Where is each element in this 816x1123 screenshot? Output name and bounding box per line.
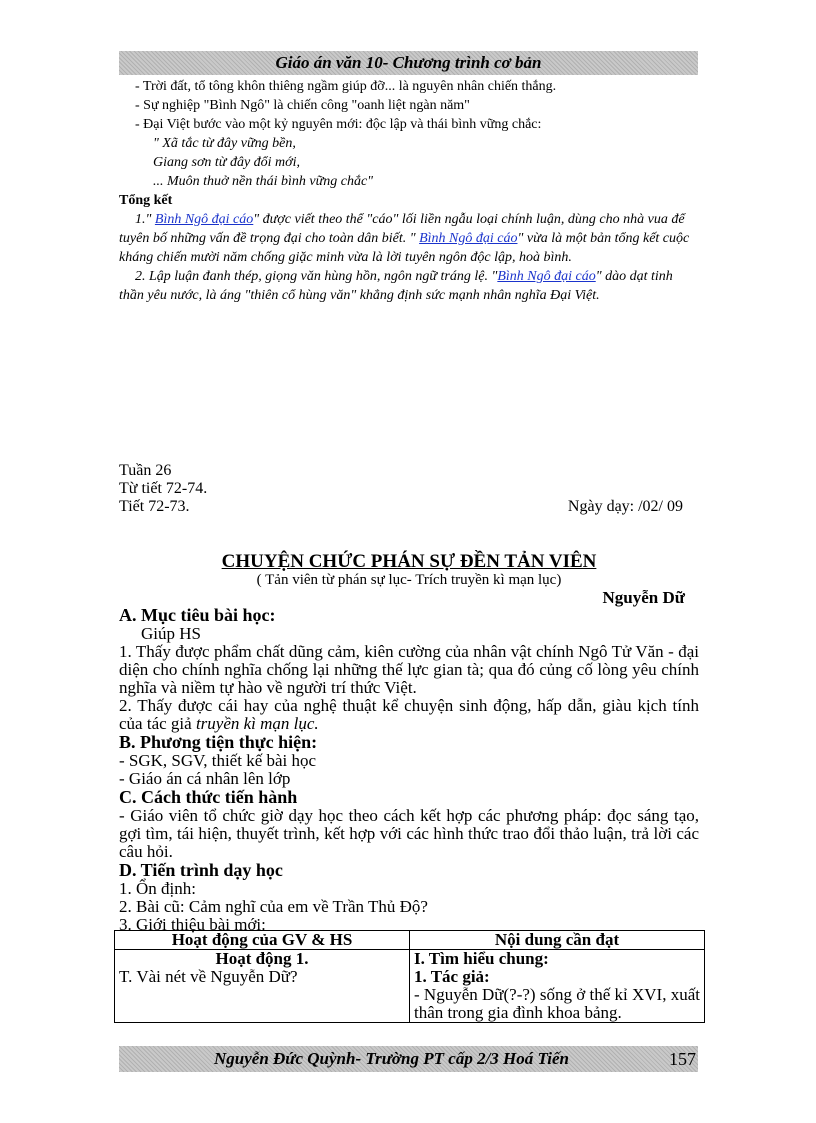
bullet-2: - Sự nghiệp "Bình Ngô" là chiến công "oanh liệt ngàn năm" <box>135 98 470 113</box>
page-footer <box>119 1046 698 1072</box>
lesson-title: CHUYỆN CHỨC PHÁN SỰ ĐỀN TẢN VIÊN <box>221 551 597 572</box>
activity-cell <box>115 950 410 1023</box>
page-header <box>119 51 698 75</box>
p2-text-b: " dào dạt tinh thần yêu nước, là áng "thiên cổ hùng văn" khẳng định sức mạnh nhân nghĩa Đại Việt. <box>119 269 673 303</box>
content-heading-2: 1. Tác giả: <box>414 967 490 986</box>
content-heading-1: I. Tìm hiểu chung: <box>414 949 549 968</box>
summary-paragraph-2 <box>119 267 699 305</box>
content-cell <box>410 950 705 1023</box>
lesson-plan-table <box>114 930 705 1023</box>
section-d-heading: D. Tiến trình dạy học <box>119 860 283 880</box>
section-b-heading: B. Phương tiện thực hiện: <box>119 732 318 752</box>
table-header-row <box>115 931 705 950</box>
step-1: 1. Ổn định: <box>119 879 196 898</box>
section-c-heading: C. Cách thức tiến hành <box>119 787 298 807</box>
lesson-from-period: Từ tiết 72-74. <box>119 480 208 497</box>
summary-section <box>119 77 699 305</box>
objective-2-text: 2. Thấy được cái hay của nghệ thuật kể chuyện sinh động, hấp dẫn, giàu kịch tính của tác giả <box>119 696 699 733</box>
teaching-date: Ngày dạy: /02/ 09 <box>567 498 683 515</box>
poem-line-1: " Xã tắc từ đây vững bền, <box>153 136 296 151</box>
step-2: 2. Bài cũ: Cảm nghĩ của em về Trần Thủ Độ? <box>119 897 428 916</box>
table-row <box>115 950 705 1023</box>
lesson-period: Tiết 72-73. <box>119 498 190 515</box>
means-2: - Giáo án cá nhân lên lớp <box>119 769 291 788</box>
footer-text: Nguyễn Đức Quỳnh- Trường PT cấp 2/3 Hoá Tiến <box>214 1049 569 1068</box>
content-text: - Nguyễn Dữ(?-?) sống ở thế kỉ XVI, xuất thân trong gia đình khoa bảng. <box>414 985 700 1022</box>
means-1: - SGK, SGV, thiết kế bài học <box>119 751 317 770</box>
link-binh-ngo-dai-cao-1[interactable]: Bình Ngô đại cáo <box>154 212 254 227</box>
activity-heading: Hoạt động 1. <box>215 949 309 968</box>
summary-heading: Tổng kết <box>119 193 173 208</box>
bullet-1: - Trời đất, tổ tông khôn thiêng ngầm giúp đỡ... là nguyên nhân chiến thắng. <box>135 79 557 94</box>
p1-text-b: " được viết theo thể "cáo" lối liền ngẫu loại chính luận, dùng cho nhà vua để tuyên bố những vấn đề trọng đại cho toàn dân biết. " <box>119 212 685 246</box>
section-a-heading: A. Mục tiêu bài học: <box>119 605 276 625</box>
bullet-3: - Đại Việt bước vào một kỷ nguyên mới: độc lập và thái bình vững chắc: <box>135 117 542 132</box>
objective-2-italic: truyền kì mạn lục. <box>195 714 319 733</box>
lesson-author: Nguyễn Dữ <box>602 588 685 607</box>
p1-text-a: 1." <box>135 212 155 227</box>
step-3: 3. Giới thiệu bài mới: <box>119 915 266 934</box>
objective-1: 1. Thấy được phẩm chất dũng cảm, kiên cường của nhân vật chính Ngô Tử Văn - đại diện cho chính nghĩa chống lại những thế lực gian tà; qua đó củng cố lòng yêu chính nghĩa và niềm tự hào về người trí thức Việt. <box>119 642 699 697</box>
activity-question: T. Vài nét về Nguyễn Dữ? <box>119 967 298 986</box>
poem-line-3: ... Muôn thuở nền thái bình vững chắc" <box>153 174 374 189</box>
lesson-subtitle: ( Tản viên từ phán sự lục- Trích truyền kì mạn lục) <box>256 572 562 588</box>
summary-paragraph-1 <box>119 210 699 267</box>
header-title: Giáo án văn 10- Chương trình cơ bản <box>275 53 542 72</box>
page-number: 157 <box>669 1049 696 1069</box>
lesson-body <box>119 606 699 934</box>
p1-text-c: " vừa là một bản tổng kết cuộc kháng chiến mười năm chống giặc minh vừa là lời tuyên ngôn độc lập, hoà bình. <box>119 231 690 265</box>
column-header-activities: Hoạt động của GV & HS <box>115 931 410 950</box>
method-1: - Giáo viên tổ chức giờ dạy học theo cách kết hợp các phương pháp: đọc sáng tạo, gợi tìm, tái hiện, thuyết trình, kết hợp với các hình thức trao đổi thảo luận, trả lời các câu hỏi. <box>119 806 699 861</box>
poem-line-2: Giang sơn từ đây đổi mới, <box>153 155 301 170</box>
p2-text-a: 2. Lập luận đanh thép, giọng văn hùng hồn, ngôn ngữ tráng lệ. " <box>135 269 498 284</box>
column-header-content: Nội dung cần đạt <box>410 931 705 950</box>
lesson-period-row <box>119 498 699 516</box>
lesson-week: Tuần 26 <box>119 462 172 479</box>
lesson-title-block <box>119 552 699 608</box>
help-students: Giúp HS <box>141 624 201 643</box>
objective-2 <box>119 697 699 733</box>
link-binh-ngo-dai-cao-3[interactable]: Bình Ngô đại cáo <box>497 269 596 284</box>
link-binh-ngo-dai-cao-2[interactable]: Bình Ngô đại cáo <box>419 231 518 246</box>
